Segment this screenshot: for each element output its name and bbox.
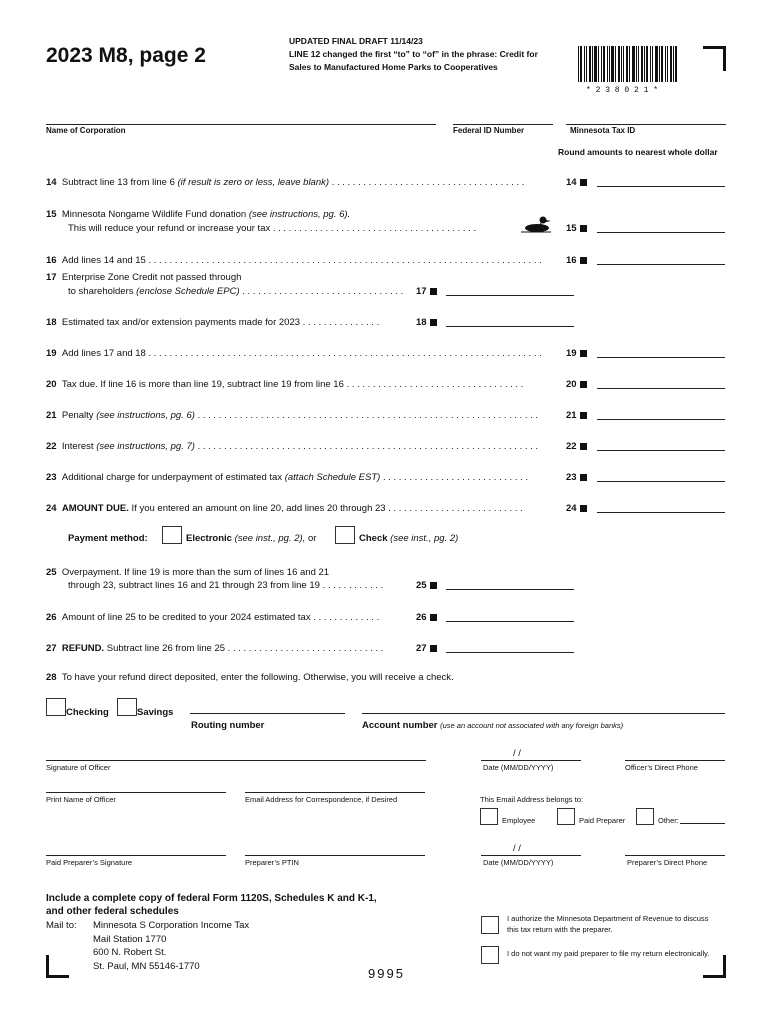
other-input[interactable]: [680, 823, 725, 824]
line-15-ref: 15: [566, 223, 577, 234]
account-number-input[interactable]: [362, 713, 725, 714]
line-25-ref: 25: [416, 580, 427, 591]
electronic-checkbox[interactable]: [162, 526, 182, 544]
routing-number-input[interactable]: [190, 713, 345, 714]
authorize-discuss-checkbox[interactable]: [481, 916, 499, 934]
authorize-text-1: I authorize the Minnesota Department of Revenue to discuss: [507, 914, 709, 923]
checking-label: Checking: [66, 707, 109, 718]
electronic-option: Electronic (see inst., pg. 2), or: [186, 533, 317, 544]
date-label-1: Date (MM/DD/YYYY): [483, 763, 554, 772]
authorize-text-2: this tax return with the preparer.: [507, 925, 613, 934]
mail-to-label: Mail to:: [46, 920, 77, 931]
draft-notice-line3: Sales to Manufactured Home Parks to Cooperatives: [289, 62, 498, 72]
account-number-label: Account number (use an account not associated with any foreign banks): [362, 720, 624, 731]
other-label: Other:: [658, 816, 679, 825]
ptin-input[interactable]: [245, 855, 425, 856]
name-of-corporation-label: Name of Corporation: [46, 126, 126, 135]
other-checkbox[interactable]: [636, 808, 654, 825]
line-22-input[interactable]: [597, 450, 725, 451]
line-22-ref: 22: [566, 441, 577, 452]
barcode-text: * 2 3 8 0 2 1 *: [586, 86, 659, 95]
line-23-input[interactable]: [597, 481, 725, 482]
officer-phone-input[interactable]: [625, 760, 725, 761]
line-17-ref: 17: [416, 286, 427, 297]
line-17-row-2: to shareholders (enclose Schedule EPC) . . . . . . . . . . . . . . . . . . . . . . . . . . . . . . .: [68, 286, 404, 297]
line-26-input[interactable]: [446, 621, 574, 622]
corner-mark-bottom-right: [703, 955, 726, 978]
barcode: [578, 46, 678, 86]
check-checkbox[interactable]: [335, 526, 355, 544]
address-line-2: Mail Station 1770: [93, 934, 167, 945]
line-27-row: 27 REFUND. Subtract line 26 from line 25 . . . . . . . . . . . . . . . . . . . . . . . . . . . . . .: [46, 643, 384, 654]
line-17-input[interactable]: [446, 295, 574, 296]
include-note-1: Include a complete copy of federal Form 1120S, Schedules K and K-1,: [46, 893, 377, 904]
no-efile-checkbox[interactable]: [481, 946, 499, 964]
line-24-ref: 24: [566, 503, 577, 514]
date-input-2[interactable]: [481, 855, 581, 856]
address-line-1: Minnesota S Corporation Income Tax: [93, 920, 250, 931]
line-21-input[interactable]: [597, 419, 725, 420]
form-title: 2023 M8, page 2: [46, 44, 206, 67]
line-18-input[interactable]: [446, 326, 574, 327]
address-line-4: St. Paul, MN 55146-1770: [93, 961, 200, 972]
line-20-input[interactable]: [597, 388, 725, 389]
savings-label: Savings: [137, 707, 174, 718]
line-18-ref: 18: [416, 317, 427, 328]
loon-icon: [520, 214, 552, 234]
form-code: 9995: [368, 966, 405, 981]
line-17-row: 17 Enterprise Zone Credit not passed through: [46, 272, 242, 283]
line-27-input[interactable]: [446, 652, 574, 653]
line-19-input[interactable]: [597, 357, 725, 358]
line-15-input[interactable]: [597, 232, 725, 233]
line-16-input[interactable]: [597, 264, 725, 265]
checking-checkbox[interactable]: [46, 698, 66, 716]
line-25-row-2: through 23, subtract lines 16 and 21 through 23 from line 19 . . . . . . . . . . . .: [68, 580, 384, 591]
draft-notice-line1: UPDATED FINAL DRAFT 11/14/23: [289, 36, 423, 46]
include-note-2: and other federal schedules: [46, 906, 179, 917]
check-option: Check (see inst., pg. 2): [359, 533, 459, 544]
email-input[interactable]: [245, 792, 425, 793]
line-28-row: 28 To have your refund direct deposited, enter the following. Otherwise, you will receive a check.: [46, 672, 454, 683]
address-line-3: 600 N. Robert St.: [93, 947, 167, 958]
draft-notice-line2: LINE 12 changed the first “to” to “of” in the phrase: Credit for: [289, 49, 538, 59]
line-25-row: 25 Overpayment. If line 19 is more than the sum of lines 16 and 21: [46, 567, 330, 578]
employee-label: Employee: [502, 816, 536, 825]
no-efile-text: I do not want my paid preparer to file my return electronically.: [507, 949, 710, 958]
line-21-ref: 21: [566, 410, 577, 421]
line-19-row: 19 Add lines 17 and 18 . . . . . . . . . . . . . . . . . . . . . . . . . . . . . . . . . . . . . . . . . . . . . . . . . . . . . . . . . . . . . . . . . . . . . . . . . . .: [46, 348, 542, 359]
date-input-1[interactable]: [481, 760, 581, 761]
line-14-ref: 14: [566, 177, 577, 188]
line-23-ref: 23: [566, 472, 577, 483]
date-slashes-1: / /: [513, 748, 521, 759]
email-label: Email Address for Correspondence, if Desired: [245, 795, 398, 804]
line-20-ref: 20: [566, 379, 577, 390]
email-belongs-label: This Email Address belongs to:: [480, 795, 583, 804]
round-note: Round amounts to nearest whole dollar: [558, 147, 718, 157]
line-22-row: 22 Interest (see instructions, pg. 7) . . . . . . . . . . . . . . . . . . . . . . . . . . . . . . . . . . . . . . . . . . . . . . . . . . . . . . . . . . . . . . . . .: [46, 441, 539, 452]
corner-mark-bottom-left: [46, 955, 69, 978]
officer-phone-label: Officer’s Direct Phone: [625, 763, 698, 772]
line-21-row: 21 Penalty (see instructions, pg. 6) . . . . . . . . . . . . . . . . . . . . . . . . . . . . . . . . . . . . . . . . . . . . . . . . . . . . . . . . . . . . . . . . .: [46, 410, 539, 421]
paid-preparer-checkbox[interactable]: [557, 808, 575, 825]
preparer-signature-label: Paid Preparer’s Signature: [46, 858, 133, 867]
minnesota-tax-id-label: Minnesota Tax ID: [570, 126, 636, 135]
savings-checkbox[interactable]: [117, 698, 137, 716]
line-15-row-2: This will reduce your refund or increase your tax . . . . . . . . . . . . . . . . . . . . . . . . . . . . . . . . . . . . . . .: [68, 223, 477, 234]
line-25-input[interactable]: [446, 589, 574, 590]
print-name-label: Print Name of Officer: [46, 795, 116, 804]
line-16-ref: 16: [566, 255, 577, 266]
line-23-row: 23 Additional charge for underpayment of estimated tax (attach Schedule EST) . . . . . . . . . . . . . . . . . . . . . . . . . . . .: [46, 472, 529, 483]
print-name-input[interactable]: [46, 792, 226, 793]
routing-number-label: Routing number: [191, 720, 265, 731]
line-18-row: 18 Estimated tax and/or extension payments made for 2023 . . . . . . . . . . . . . . .: [46, 317, 380, 328]
officer-signature-input[interactable]: [46, 760, 426, 761]
paid-preparer-label: Paid Preparer: [579, 816, 626, 825]
federal-id-label: Federal ID Number: [453, 126, 525, 135]
line-16-row: 16 Add lines 14 and 15 . . . . . . . . . . . . . . . . . . . . . . . . . . . . . . . . . . . . . . . . . . . . . . . . . . . . . . . . . . . . . . . . . . . . . . . . . . .: [46, 255, 542, 266]
corner-mark-top-right: [703, 46, 726, 71]
line-26-row: 26 Amount of line 25 to be credited to your 2024 estimated tax . . . . . . . . . . . . .: [46, 612, 380, 623]
line-15-row: 15 Minnesota Nongame Wildlife Fund donation (see instructions, pg. 6).: [46, 209, 351, 220]
signature-of-officer-label: Signature of Officer: [46, 763, 111, 772]
date-slashes-2: / /: [513, 843, 521, 854]
line-19-ref: 19: [566, 348, 577, 359]
preparer-signature-input[interactable]: [46, 855, 226, 856]
preparer-phone-input[interactable]: [625, 855, 725, 856]
line-20-row: 20 Tax due. If line 16 is more than line 19, subtract line 19 from line 16 . . . . . . . . . . . . . . . . . . . . . . . . . . . . . . . . . .: [46, 379, 524, 390]
employee-checkbox[interactable]: [480, 808, 498, 825]
preparer-phone-label: Preparer’s Direct Phone: [627, 858, 708, 867]
line-14-row: 14 Subtract line 13 from line 6 (if result is zero or less, leave blank) . . . . . . . . . . . . . . . . . . . . . . . . . . . . . . . . . . . . .: [46, 177, 525, 188]
line-24-row: 24 AMOUNT DUE. If you entered an amount on line 20, add lines 20 through 23 . . . . . . . . . . . . . . . . . . . . . . . . . .: [46, 503, 523, 514]
date-label-2: Date (MM/DD/YYYY): [483, 858, 554, 867]
line-14-input[interactable]: [597, 186, 725, 187]
payment-method-label: Payment method:: [68, 533, 148, 544]
ptin-label: Preparer’s PTIN: [245, 858, 299, 867]
line-26-ref: 26: [416, 612, 427, 623]
line-27-ref: 27: [416, 643, 427, 654]
line-24-input[interactable]: [597, 512, 725, 513]
